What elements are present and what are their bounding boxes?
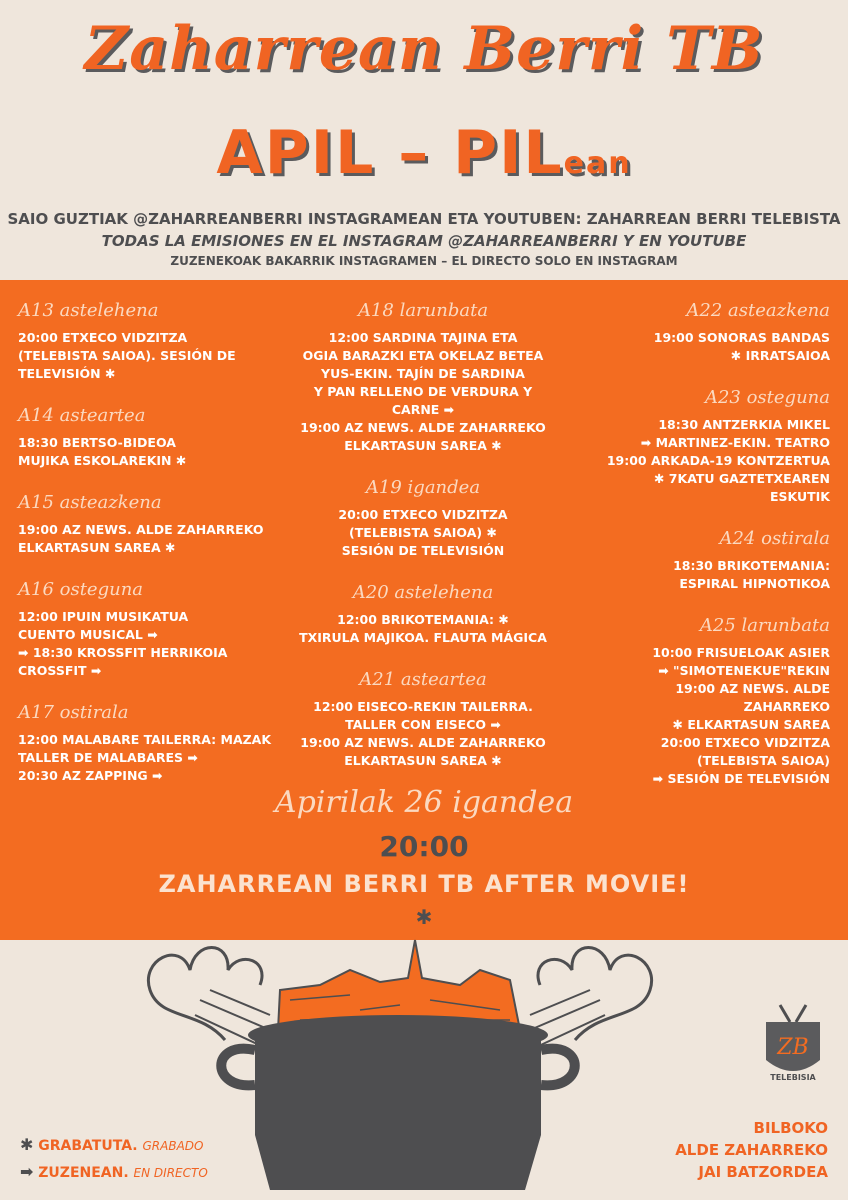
day-heading: A22 asteazkena (686, 300, 830, 321)
event-line: 12:00 IPUIN MUSIKATUA (18, 609, 189, 624)
legend-live (20, 1162, 208, 1181)
logo-text: ZB (777, 1035, 809, 1060)
event-line: ➡ "SIMOTENEKUE"REKIN (658, 663, 830, 678)
day-heading: A24 ostirala (719, 528, 830, 549)
day-heading: A23 osteguna (704, 387, 830, 408)
event-line: 12:00 EISECO-REKIN TAILERRA. (313, 699, 533, 714)
day-block (590, 300, 830, 365)
event-line: (TELEBISTA SAIOA). SESIÓN DE (18, 348, 236, 363)
day-block (18, 405, 278, 470)
event-line: MUJIKA ESKOLAREKIN ✱ (18, 453, 187, 468)
subtitle-suffix: ean (563, 146, 632, 181)
day-block (298, 300, 548, 455)
steam-right-icon (538, 948, 652, 1041)
poster-title: Zaharrean Berri TB (84, 14, 764, 84)
day-heading: A17 ostirala (18, 702, 129, 723)
day-block (590, 528, 830, 593)
special-time: 20:00 (379, 830, 469, 863)
event-line: 19:00 ARKADA-19 KONTZERTUA (606, 453, 830, 468)
footer-line: JAI BATZORDEA (698, 1163, 828, 1181)
day-block (590, 615, 830, 788)
day-heading: A21 asteartea (359, 669, 487, 690)
event-line: 20:00 ETXECO VIDZITZA (18, 330, 188, 345)
event-line: ELKARTASUN SAREA ✱ (344, 438, 502, 453)
info-line-es: TODAS LA EMISIONES EN EL INSTAGRAM @ZAHARREANBERRI Y EN YOUTUBE (101, 232, 747, 250)
day-block (18, 492, 278, 557)
legend-live-es: EN DIRECTO (133, 1166, 208, 1180)
event-line: 19:00 AZ NEWS. ALDE ZAHARREKO (300, 420, 546, 435)
zb-telebista-logo (758, 1000, 828, 1090)
event-line: 20:00 ETXECO VIDZITZA (660, 735, 830, 750)
event-line: 18:30 ANTZERKIA MIKEL (658, 417, 830, 432)
event-line: 20:00 ETXECO VIDZITZA (338, 507, 508, 522)
steam-left-icon (148, 948, 262, 1041)
event-line: SESIÓN DE TELEVISIÓN (341, 543, 505, 558)
event-line: TALLER CON EISECO ➡ (345, 717, 501, 732)
subtitle-main: APIL – PIL (216, 118, 564, 188)
event-line: ELKARTASUN SAREA ✱ (344, 753, 502, 768)
info-line-eu: SAIO GUZTIAK @ZAHARREANBERRI INSTAGRAMEAN ETA YOUTUBEN: ZAHARREAN BERRI TELEBISTA (7, 210, 841, 228)
event-line: 12:00 SARDINA TAJINA ETA (328, 330, 518, 345)
event-line: 19:00 AZ NEWS. ALDE ZAHARREKO (675, 681, 830, 714)
event-line: YUS-EKIN. TAJÍN DE SARDINA (321, 366, 525, 381)
event-line: 20:30 AZ ZAPPING ➡ (18, 768, 163, 783)
event-line: ✱ IRRATSAIOA (730, 348, 830, 363)
event-line: ✱ 7KATU GAZTETXEAREN ESKUTIK (653, 471, 830, 504)
event-line: (TELEBISTA SAIOA) ✱ (349, 525, 497, 540)
day-block (298, 477, 548, 560)
legend-recorded-es: GRABADO (142, 1139, 204, 1153)
event-line: TALLER DE MALABARES ➡ (18, 750, 198, 765)
special-event-title: ZAHARREAN BERRI TB AFTER MOVIE! (158, 870, 690, 898)
live-arrow-icon: ➡ (20, 1162, 34, 1181)
cooking-pot-illustration (120, 900, 680, 1200)
event-line: 12:00 MALABARE TAILERRA: MAZAK (18, 732, 272, 747)
day-block (18, 300, 278, 383)
day-block (298, 669, 548, 770)
event-line: 10:00 FRISUELOAK ASIER (652, 645, 830, 660)
event-line: ✱ ELKARTASUN SAREA (672, 717, 830, 732)
day-block (298, 582, 548, 647)
info-line-live: ZUZENEKOAK BAKARRIK INSTAGRAMEN – EL DIRECTO SOLO EN INSTAGRAM (170, 254, 678, 268)
recorded-mark-icon: ✱ (415, 905, 433, 929)
schedule-column-middle (298, 300, 548, 792)
event-line: 19:00 AZ NEWS. ALDE ZAHARREKO (300, 735, 546, 750)
day-heading: A18 larunbata (357, 300, 489, 321)
event-line: ELKARTASUN SAREA ✱ (18, 540, 176, 555)
event-line: Y PAN RELLENO DE VERDURA Y CARNE ➡ (313, 384, 533, 417)
footer-line: ALDE ZAHARREKO (675, 1141, 828, 1159)
day-heading: A20 astelehena (352, 582, 494, 603)
day-heading: A14 asteartea (18, 405, 146, 426)
event-line: 19:00 SONORAS BANDAS (653, 330, 830, 345)
day-heading: A19 igandea (365, 477, 481, 498)
day-heading: A15 asteazkena (18, 492, 162, 513)
event-line: TXIRULA MAJIKOA. FLAUTA MÁGICA (299, 630, 547, 645)
legend-recorded-label: GRABATUTA. (38, 1138, 138, 1154)
logo-sub: TELEBISIA (770, 1073, 816, 1082)
schedule-column-left (18, 300, 278, 807)
schedule-column-right (590, 300, 830, 810)
event-line: ➡ SESIÓN DE TELEVISIÓN (652, 771, 830, 786)
day-heading: A25 larunbata (699, 615, 830, 636)
event-line: ➡ MARTINEZ-EKIN. TEATRO (640, 435, 830, 450)
legend-recorded (20, 1135, 203, 1154)
organizer-footer (628, 1117, 828, 1183)
legend-live-label: ZUZENEAN. (38, 1165, 129, 1181)
event-line: ESPIRAL HIPNOTIKOA (679, 576, 830, 591)
event-line: (TELEBISTA SAIOA) (696, 753, 830, 768)
event-line: ➡ 18:30 KROSSFIT HERRIKOIA (18, 645, 228, 660)
event-line: 18:30 BRIKOTEMANIA: (673, 558, 830, 573)
event-line: TELEVISIÓN ✱ (18, 366, 116, 381)
event-line: CUENTO MUSICAL ➡ (18, 627, 158, 642)
event-line: 12:00 BRIKOTEMANIA: ✱ (337, 612, 509, 627)
event-line: 19:00 AZ NEWS. ALDE ZAHARREKO (18, 522, 264, 537)
day-heading: A16 osteguna (18, 579, 144, 600)
footer-line: BILBOKO (753, 1119, 828, 1137)
day-block (18, 702, 278, 785)
day-block (590, 387, 830, 506)
special-day-heading: Apirilak 26 igandea (274, 785, 574, 820)
poster-subtitle (0, 118, 848, 188)
day-heading: A13 astelehena (18, 300, 159, 321)
event-line: 18:30 BERTSO-BIDEOA (18, 435, 176, 450)
recorded-mark-icon: ✱ (20, 1135, 34, 1154)
day-block (18, 579, 278, 680)
event-line: OGIA BARAZKI ETA OKELAZ BETEA (302, 348, 544, 363)
event-line: CROSSFIT ➡ (18, 663, 102, 678)
